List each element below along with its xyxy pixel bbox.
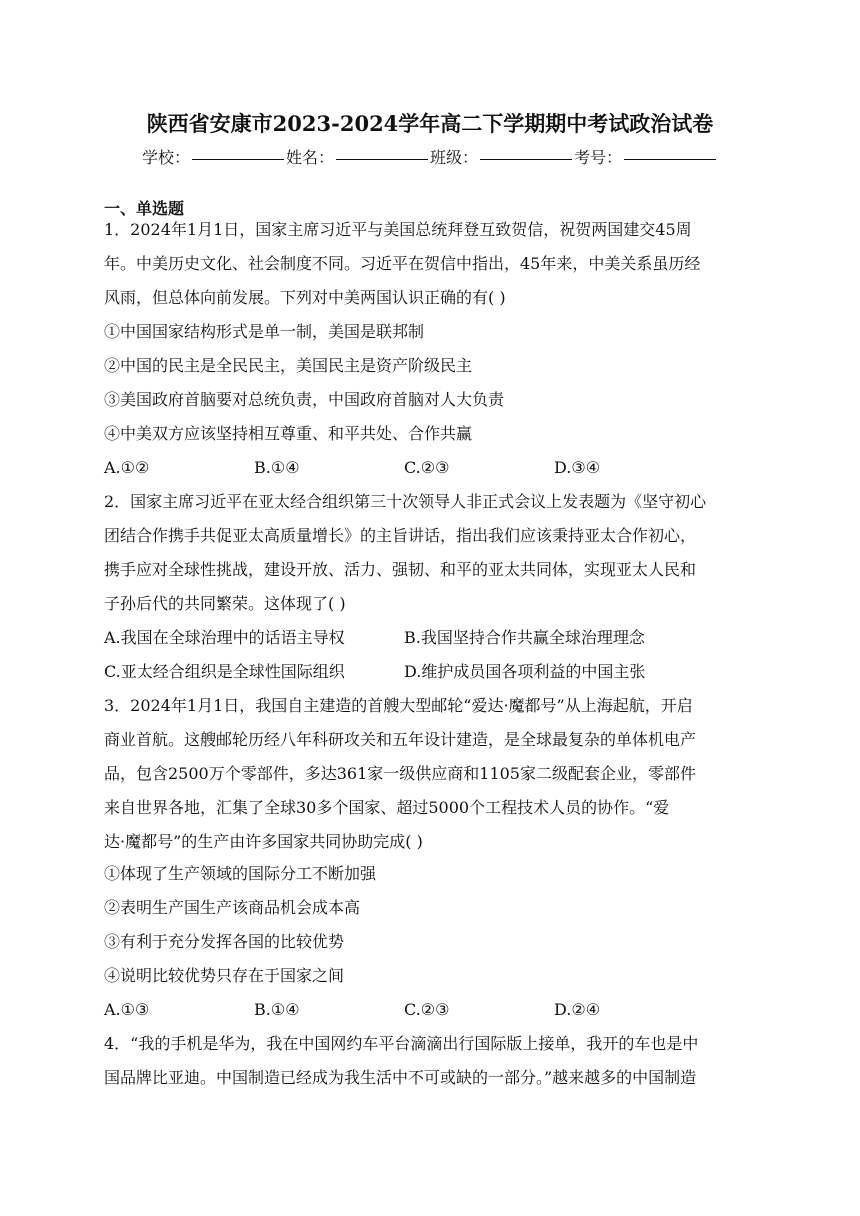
q3-line: 达·魔都号”的生产由许多国家共同协助完成( ) [104,832,423,851]
q3-statement: ②表明生产国生产该商品机会成本高 [104,898,361,917]
q2-line: 携手应对全球性挑战，建设开放、活力、强韧、和平的亚太共同体，实现亚太人民和 [104,560,697,579]
q3-option-b[interactable]: B.①④ [254,1000,300,1019]
q1-line: 风雨，但总体向前发展。下列对中美两国认识正确的有( ) [104,288,506,307]
q2-option-d[interactable]: D.维护成员国各项利益的中国主张 [404,662,646,681]
q2-option-b[interactable]: B.我国坚持合作共赢全球治理理念 [404,628,645,647]
q1-line: 年。中美历史文化、社会制度不同。习近平在贺信中指出，45年来，中美关系虽历经 [104,254,701,273]
school-label: 学校： [141,148,190,167]
q1-statement: ②中国的民主是全民民主，美国民主是资产阶级民主 [104,356,473,375]
q3-statement: ④说明比较优势只存在于国家之间 [104,966,345,985]
q4-line: 国品牌比亚迪。中国制造已经成为我生活中不可或缺的一部分。”越来越多的中国制造 [104,1068,697,1087]
q1-statement: ③美国政府首脑要对总统负责，中国政府首脑对人大负责 [104,390,505,409]
section-heading: 一、单选题 [104,199,185,218]
number-label: 考号： [574,148,623,167]
q3-line: 3．2024年1月1日，我国自主建造的首艘大型邮轮“爱达·魔都号”从上海起航，开启 [104,696,693,715]
q3-line: 商业首航。这艘邮轮历经八年科研攻关和五年设计建造，是全球最复杂的单体机电产 [104,730,697,749]
q1-statement: ①中国国家结构形式是单一制，美国是联邦制 [104,322,425,341]
q1-option-b[interactable]: B.①④ [254,458,300,477]
q4-line: 4．“我的手机是华为，我在中国网约车平台滴滴出行国际版上接单，我开的车也是中 [104,1034,699,1053]
q3-line: 品，包含2500万个零部件，多达361家一级供应商和1105家二级配套企业，零部件 [104,764,696,783]
exam-title: 陕西省安康市2023-2024学年高二下学期期中考试政治试卷 [146,111,714,136]
q1-option-d[interactable]: D.③④ [554,458,601,477]
q3-statement: ①体现了生产领域的国际分工不断加强 [104,864,377,883]
name-label: 姓名： [285,148,334,167]
q1-line: 1．2024年1月1日，国家主席习近平与美国总统拜登互致贺信，祝贺两国建交45周 [104,220,692,239]
student-info-line [0,145,860,168]
q2-line: 2．国家主席习近平在亚太经合组织第三十次领导人非正式会议上发表题为《坚守初心 [104,492,707,511]
class-label: 班级： [430,148,479,167]
school-blank[interactable] [192,159,284,160]
q3-line: 来自世界各地，汇集了全球30多个国家、超过5000个工程技术人员的协作。“爱 [104,798,670,817]
q1-statement: ④中美双方应该坚持相互尊重、和平共处、合作共赢 [104,424,473,443]
q1-option-c[interactable]: C.②③ [404,458,450,477]
q1-option-a[interactable]: A.①② [104,458,150,477]
q3-option-c[interactable]: C.②③ [404,1000,450,1019]
q3-option-d[interactable]: D.②④ [554,1000,601,1019]
number-blank[interactable] [624,159,716,160]
name-blank[interactable] [336,159,428,160]
q2-option-a[interactable]: A.我国在全球治理中的话语主导权 [104,628,345,647]
q2-line: 团结合作携手共促亚太高质量增长》的主旨讲话，指出我们应该秉持亚太合作初心， [104,526,697,545]
q2-option-c[interactable]: C.亚太经合组织是全球性国际组织 [104,662,345,681]
q2-line: 子孙后代的共同繁荣。这体现了( ) [104,594,346,613]
q3-option-a[interactable]: A.①③ [104,1000,150,1019]
q3-statement: ③有利于充分发挥各国的比较优势 [104,932,345,951]
class-blank[interactable] [480,159,572,160]
